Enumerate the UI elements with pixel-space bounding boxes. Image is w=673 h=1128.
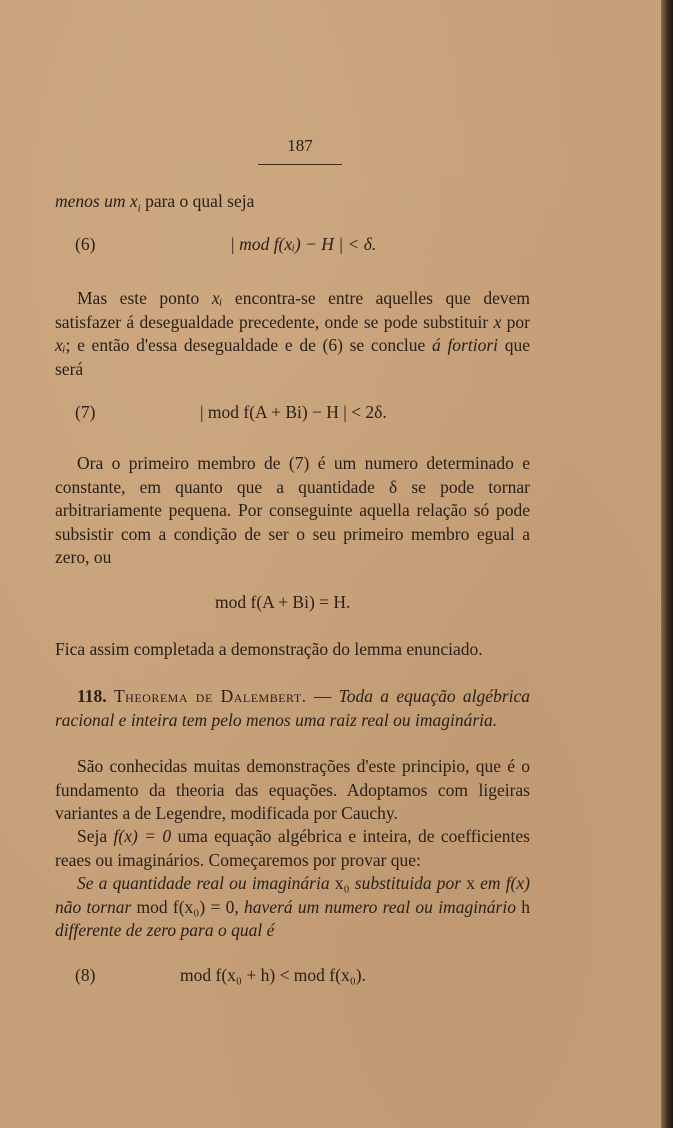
paragraph-5: [55, 825, 530, 872]
p1-c: por: [501, 311, 530, 332]
p1-xi: xᵢ: [211, 288, 223, 308]
intro-sub: i: [137, 202, 141, 215]
equation-expression: | mod f(A + Bi) − H | < 2δ.: [200, 402, 387, 422]
p6-c: em: [474, 873, 506, 893]
p6-e: , haverá um numero real ou imaginário: [234, 896, 522, 917]
intro-rest: para o qual seja: [140, 191, 255, 211]
paragraph-2: [55, 452, 530, 570]
equation-label: (7): [75, 402, 96, 422]
p2-text: Ora o primeiro membro de (7) é um numero determinado e constante, em quanto que a quantidade δ se pode tornar arbitrariamente pequena. Por conseguinte aquella relação só pode subsistir com a condição de ser o seu primeiro membro egual a zero, ou: [55, 453, 530, 567]
section-statement: Toda a equação algébrica racional e inteira tem pelo menos uma raiz real ou imaginária.: [55, 686, 531, 730]
header-rule: [258, 164, 342, 165]
page-number: 187: [287, 136, 313, 155]
p1-xi2: xᵢ: [55, 335, 66, 355]
p6-f: differente de zero para o qual é: [55, 920, 275, 940]
p6-x0: x₀: [334, 873, 350, 893]
section-title: Theorema de Dalembert.: [113, 686, 307, 706]
p1-x: x: [493, 311, 502, 332]
p1-a: Mas este ponto: [77, 288, 212, 308]
p1-b: encontra-se entre aquelles que devem satisfazer á desegualdade precedente, onde se pode substituir: [55, 288, 530, 332]
p6-fx: f(x): [505, 873, 530, 893]
equation-expression: mod f(x₀ + h) < mod f(x₀).: [180, 965, 367, 985]
section-dash: —: [306, 686, 339, 706]
paragraph-1: [55, 287, 530, 381]
p6-x: x: [466, 873, 475, 893]
paragraph-6: [55, 872, 530, 943]
p3-text: Fica assim completada a demonstração do lemma enunciado.: [55, 639, 483, 659]
paragraph-4: [55, 755, 530, 826]
section-number: 118.: [77, 686, 107, 706]
p6-mod: mod f(x₀) = 0: [136, 896, 235, 917]
p5-fx: f(x) = 0: [113, 826, 172, 846]
equation-expression: | mod f(xᵢ) − H | < δ.: [230, 234, 377, 254]
p6-h: h: [521, 896, 530, 917]
p6-a: Se a quantidade real ou imaginária: [77, 873, 335, 893]
p1-fortiori: á fortiori: [432, 335, 499, 355]
equation-label: (6): [75, 234, 96, 254]
intro-italic: menos um x: [55, 191, 138, 211]
equation-label: (8): [75, 965, 96, 985]
equation-expression: mod f(A + Bi) = H.: [215, 592, 351, 612]
p5-b: uma equação algébrica e inteira, de coefficientes reaes ou imaginários. Começaremos por provar que:: [55, 826, 530, 870]
p5-a: Seja: [77, 826, 114, 846]
p6-d: não tornar: [55, 896, 137, 917]
p4-text: São conhecidas muitas demonstrações d'este principio, que é o fundamento da theoria das equações. Adoptamos com ligeiras variantes a de Legendre, modificada por Cauchy.: [55, 756, 530, 823]
p1-e: que será: [55, 335, 530, 379]
section-118: [55, 685, 530, 732]
paragraph-3: [55, 638, 530, 662]
p6-b: substituida por: [349, 873, 467, 893]
intro-line: [55, 190, 530, 221]
page-edge-shadow: [661, 0, 673, 1128]
p1-d: ; e então d'essa desegualdade e de (6) se conclue: [65, 335, 432, 355]
